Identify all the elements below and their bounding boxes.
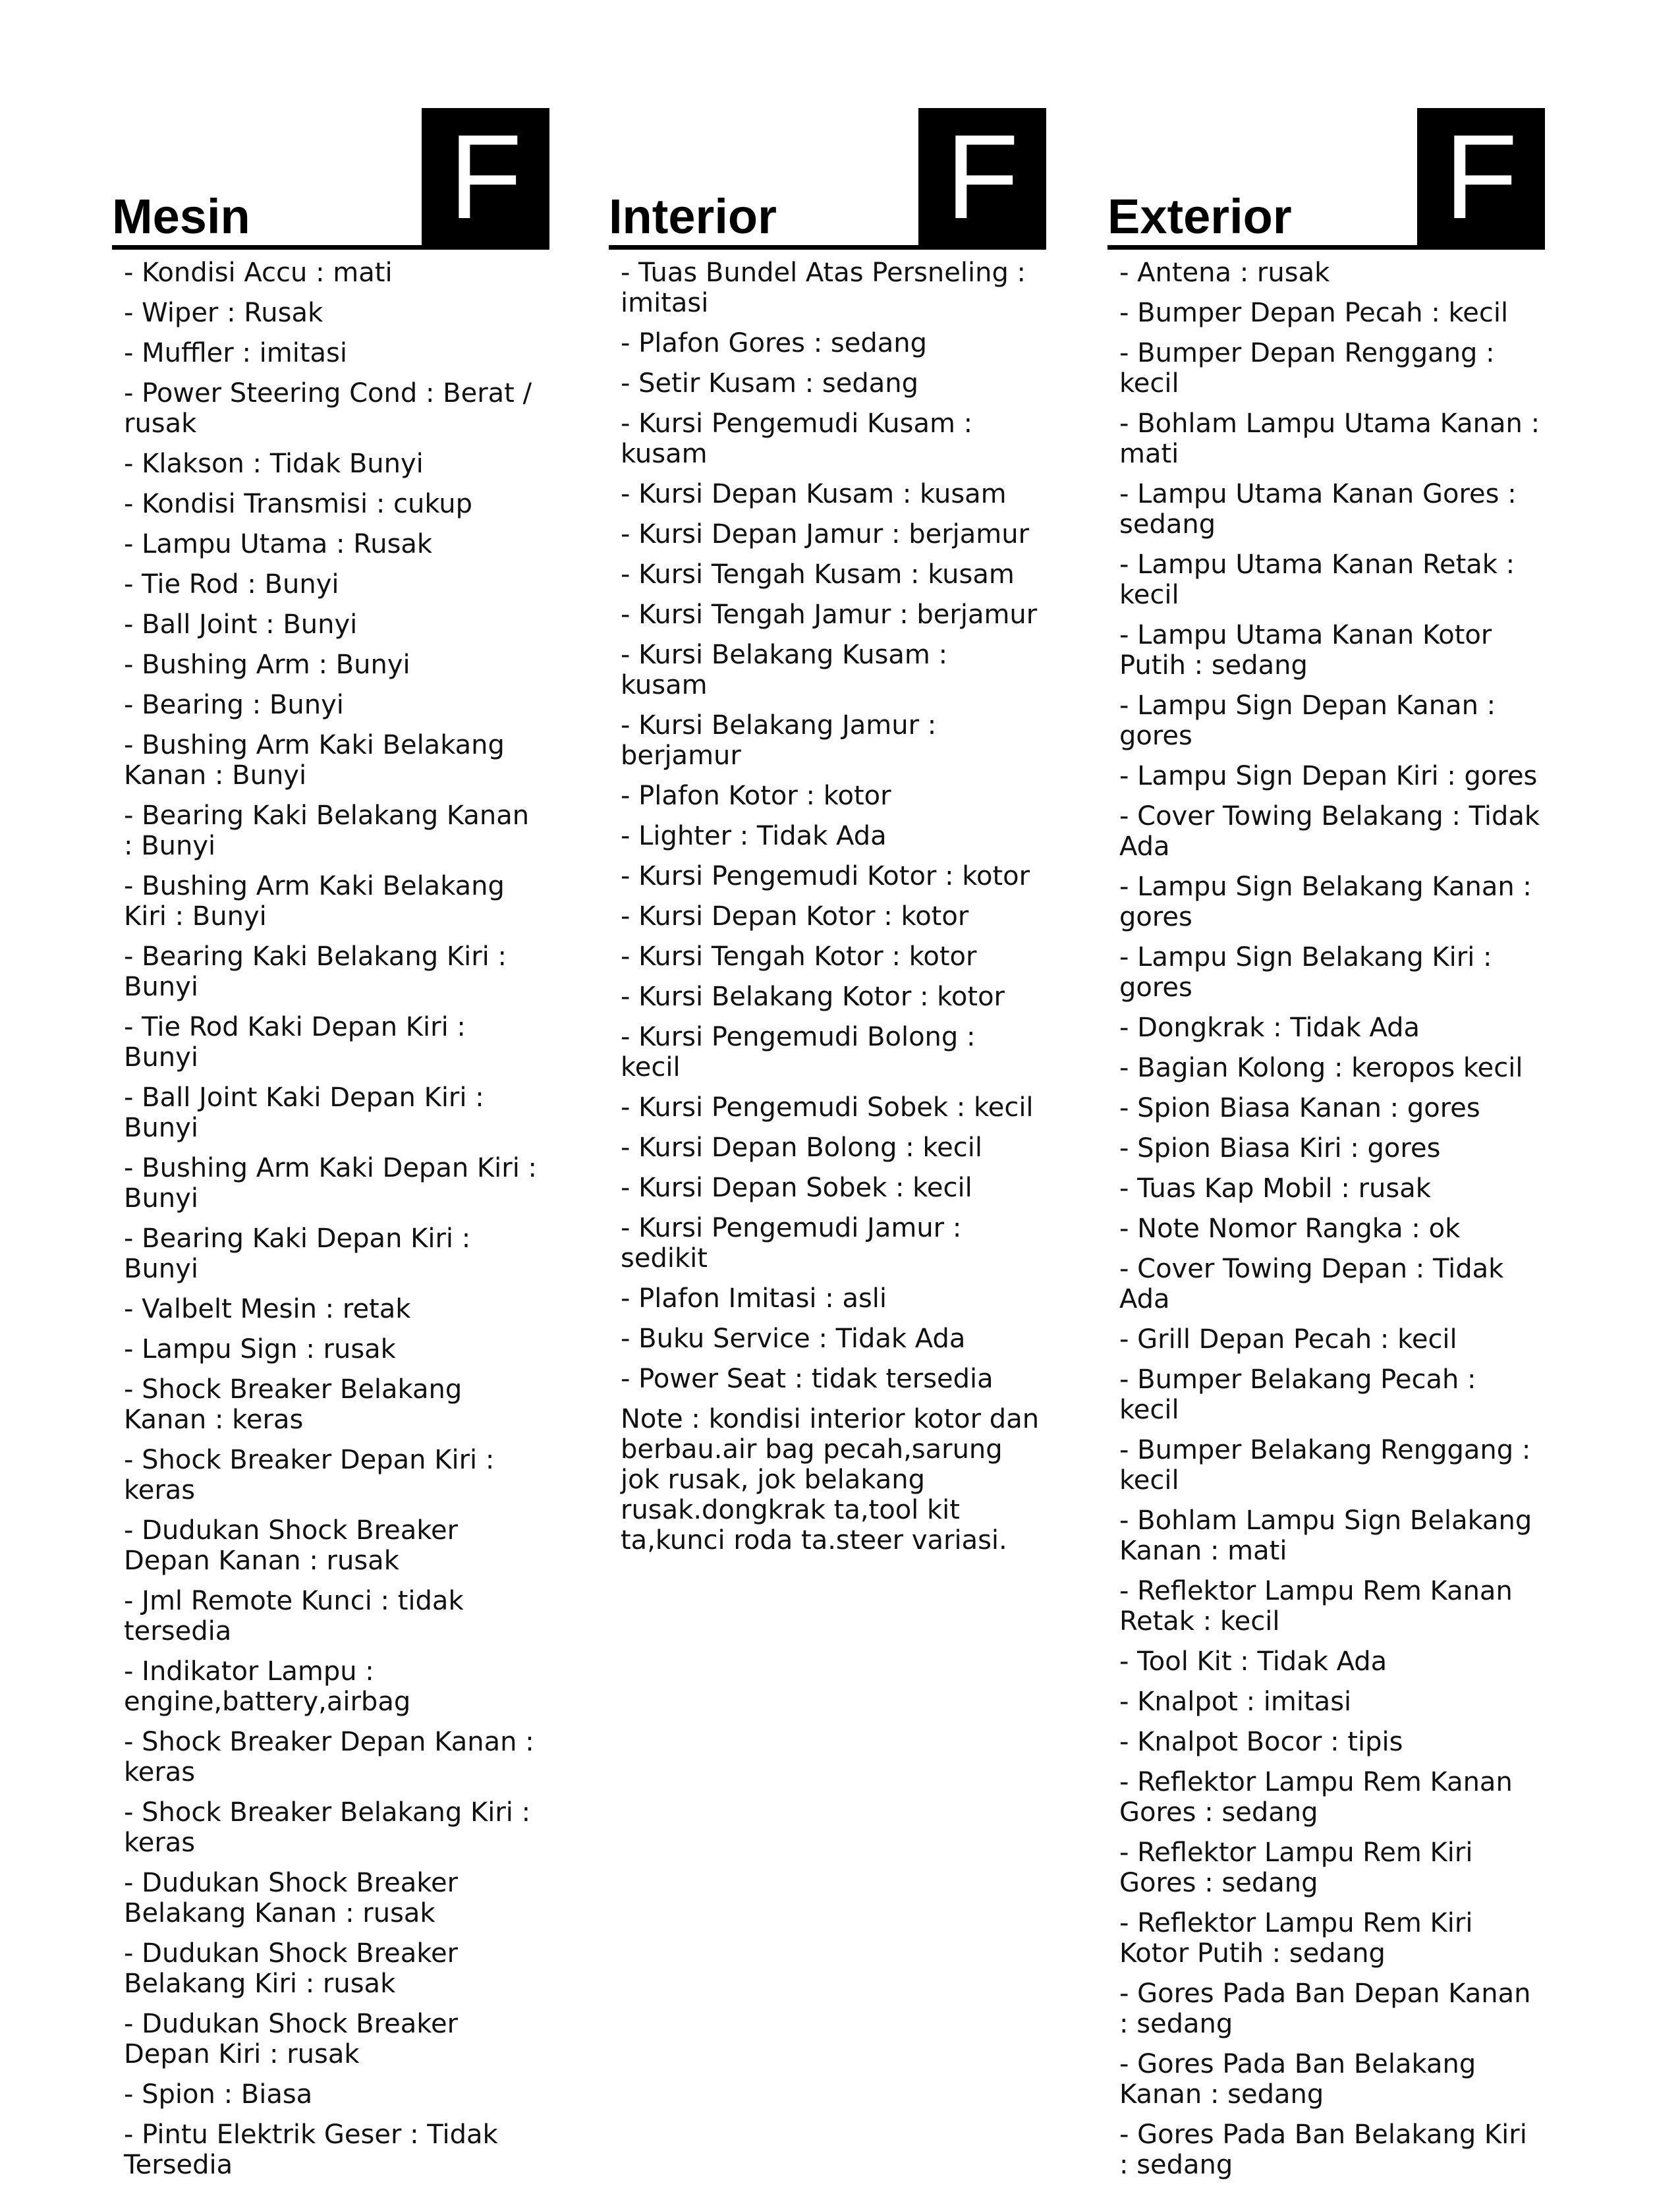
condition-item: - Bumper Depan Renggang : kecil: [1119, 338, 1495, 399]
condition-item: - Lampu Sign Belakang Kanan : gores: [1119, 872, 1532, 932]
condition-item: - Shock Breaker Depan Kanan : keras: [124, 1727, 534, 1787]
condition-item: - Power Seat : tidak tersedia: [621, 1364, 994, 1394]
condition-item: - Pintu Elektrik Geser : Tidak Tersedia: [124, 2120, 498, 2180]
condition-item: - Lampu Sign Belakang Kiri : gores: [1119, 942, 1492, 1003]
condition-item: - Bohlam Lampu Sign Belakang Kanan : mati: [1119, 1505, 1532, 1566]
condition-item: - Spion Biasa Kiri : gores: [1119, 1133, 1441, 1164]
condition-item: - Gores Pada Ban Belakang Kanan : sedang: [1119, 2049, 1476, 2110]
condition-item: - Plafon Imitasi : asli: [621, 1283, 887, 1314]
condition-item: - Spion : Biasa: [124, 2079, 313, 2110]
condition-item: - Shock Breaker Belakang Kiri : keras: [124, 1797, 531, 1858]
condition-item: - Dudukan Shock Breaker Depan Kanan : rusak: [124, 1515, 459, 1576]
condition-item: - Jml Remote Kunci : tidak tersedia: [124, 1586, 464, 1646]
condition-item: - Klakson : Tidak Bunyi: [124, 449, 424, 479]
condition-item: - Kursi Belakang Jamur : berjamur: [621, 710, 937, 771]
condition-item: - Reflektor Lampu Rem Kanan Gores : sedang: [1119, 1767, 1513, 1828]
condition-item: - Muffler : imitasi: [124, 338, 347, 368]
condition-item: - Spion Biasa Kanan : gores: [1119, 1093, 1480, 1123]
condition-item: - Bushing Arm Kaki Depan Kiri : Bunyi: [124, 1153, 537, 1214]
mesin-section: [112, 108, 549, 2190]
condition-item: - Cover Towing Belakang : Tidak Ada: [1119, 801, 1540, 862]
condition-item: - Indikator Lampu : engine,battery,airbag: [124, 1656, 411, 1717]
condition-item: - Kondisi Accu : mati: [124, 258, 393, 288]
exterior-section: [1107, 108, 1545, 2190]
mesin-item-list: [112, 250, 549, 2180]
condition-item: - Lampu Utama Kanan Kotor Putih : sedang: [1119, 620, 1492, 681]
condition-item: - Lampu Utama Kanan Retak : kecil: [1119, 549, 1515, 610]
exterior-header: [1107, 108, 1545, 250]
condition-item: - Kursi Pengemudi Jamur : sedikit: [621, 1213, 962, 1274]
condition-item: - Knalpot : imitasi: [1119, 1687, 1352, 1717]
condition-item: - Shock Breaker Depan Kiri : keras: [124, 1445, 495, 1505]
interior-title: Interior: [609, 189, 777, 244]
mesin-header: [112, 108, 549, 250]
condition-item: - Tuas Bundel Atas Persneling : imitasi: [621, 258, 1026, 318]
condition-item: - Lampu Utama Kanan Gores : sedang: [1119, 479, 1517, 540]
mesin-grade-badge: F: [422, 108, 549, 245]
condition-item: - Kursi Depan Sobek : kecil: [621, 1173, 972, 1203]
condition-item: - Lighter : Tidak Ada: [621, 821, 887, 851]
condition-item: - Kursi Pengemudi Kotor : kotor: [621, 861, 1030, 891]
condition-item: - Gores Pada Ban Belakang Kiri : sedang: [1119, 2120, 1527, 2180]
mesin-title: Mesin: [112, 189, 250, 244]
condition-item: - Shock Breaker Belakang Kanan : keras: [124, 1374, 462, 1435]
condition-item: - Kursi Pengemudi Sobek : kecil: [621, 1092, 1034, 1123]
condition-item: - Knalpot Bocor : tipis: [1119, 1727, 1403, 1757]
condition-item: - Setir Kusam : sedang: [621, 368, 919, 399]
condition-item: - Gores Pada Ban Depan Kanan : sedang: [1119, 1979, 1531, 2039]
condition-item: - Kursi Tengah Kusam : kusam: [621, 559, 1015, 590]
interior-section: [609, 108, 1046, 1556]
condition-item: - Note Nomor Rangka : ok: [1119, 1214, 1461, 1244]
interior-grade-badge: F: [918, 108, 1046, 245]
condition-item: - Lampu Sign Depan Kanan : gores: [1119, 690, 1496, 751]
condition-item: - Bushing Arm : Bunyi: [124, 650, 410, 680]
condition-item: - Tie Rod : Bunyi: [124, 569, 339, 600]
condition-item: - Dudukan Shock Breaker Belakang Kiri : rusak: [124, 1938, 459, 1999]
exterior-title: Exterior: [1107, 189, 1292, 244]
condition-item: - Tool Kit : Tidak Ada: [1119, 1646, 1387, 1677]
condition-item: - Reflektor Lampu Rem Kiri Gores : sedang: [1119, 1838, 1473, 1898]
condition-item: - Bumper Belakang Renggang : kecil: [1119, 1435, 1531, 1496]
condition-item: - Bumper Depan Pecah : kecil: [1119, 298, 1509, 328]
condition-item: - Kursi Belakang Kusam : kusam: [621, 640, 948, 700]
condition-item: - Dudukan Shock Breaker Depan Kiri : rusak: [124, 2009, 459, 2069]
condition-item: - Dudukan Shock Breaker Belakang Kanan : rusak: [124, 1868, 459, 1928]
condition-item: - Plafon Gores : sedang: [621, 328, 927, 358]
condition-item: - Tie Rod Kaki Depan Kiri : Bunyi: [124, 1012, 466, 1073]
interior-note: Note : kondisi interior kotor dan berbau.air bag pecah,sarung jok rusak, jok belakang rusak.dongkrak ta,tool kit ta,kunci roda ta.steer variasi.: [621, 1404, 1040, 1556]
condition-item: - Bohlam Lampu Utama Kanan : mati: [1119, 408, 1540, 469]
condition-item: - Bearing Kaki Belakang Kanan : Bunyi: [124, 800, 530, 861]
condition-item: - Kursi Pengemudi Kusam : kusam: [621, 408, 973, 469]
condition-item: - Bushing Arm Kaki Belakang Kanan : Bunyi: [124, 730, 505, 791]
condition-item: - Bearing Kaki Belakang Kiri : Bunyi: [124, 941, 507, 1002]
condition-item: - Kursi Depan Kusam : kusam: [621, 479, 1007, 509]
condition-item: - Kursi Depan Bolong : kecil: [621, 1133, 982, 1163]
exterior-grade-badge: F: [1417, 108, 1545, 245]
condition-item: - Kursi Tengah Jamur : berjamur: [621, 600, 1038, 630]
condition-item: - Reflektor Lampu Rem Kanan Retak : kecil: [1119, 1576, 1513, 1637]
condition-item: - Lampu Utama : Rusak: [124, 529, 433, 559]
condition-item: - Bearing Kaki Depan Kiri : Bunyi: [124, 1223, 471, 1284]
condition-item: - Tuas Kap Mobil : rusak: [1119, 1173, 1431, 1204]
condition-item: - Bagian Kolong : keropos kecil: [1119, 1053, 1523, 1083]
condition-item: - Lampu Sign : rusak: [124, 1334, 396, 1364]
condition-item: - Kursi Pengemudi Bolong : kecil: [621, 1022, 976, 1082]
condition-item: - Kondisi Transmisi : cukup: [124, 489, 473, 519]
condition-item: - Buku Service : Tidak Ada: [621, 1324, 966, 1354]
condition-item: - Ball Joint : Bunyi: [124, 609, 358, 640]
condition-item: - Lampu Sign Depan Kiri : gores: [1119, 761, 1538, 791]
condition-item: - Antena : rusak: [1119, 258, 1330, 288]
condition-item: - Power Steering Cond : Berat / rusak: [124, 378, 532, 439]
condition-item: - Bushing Arm Kaki Belakang Kiri : Bunyi: [124, 871, 505, 932]
condition-item: - Valbelt Mesin : retak: [124, 1294, 411, 1324]
condition-item: - Wiper : Rusak: [124, 298, 323, 328]
interior-item-list: [609, 250, 1046, 1394]
condition-item: - Kursi Depan Kotor : kotor: [621, 901, 969, 932]
condition-item: - Kursi Depan Jamur : berjamur: [621, 519, 1030, 549]
condition-item: - Kursi Belakang Kotor : kotor: [621, 982, 1005, 1012]
condition-item: - Plafon Kotor : kotor: [621, 781, 891, 811]
condition-item: - Reflektor Lampu Rem Kiri Kotor Putih : sedang: [1119, 1908, 1473, 1969]
condition-item: - Dongkrak : Tidak Ada: [1119, 1013, 1420, 1043]
condition-item: - Ball Joint Kaki Depan Kiri : Bunyi: [124, 1082, 484, 1143]
condition-item: - Bearing : Bunyi: [124, 690, 344, 720]
interior-header: [609, 108, 1046, 250]
condition-item: - Cover Towing Depan : Tidak Ada: [1119, 1254, 1504, 1314]
condition-item: - Kursi Tengah Kotor : kotor: [621, 941, 977, 972]
condition-item: - Bumper Belakang Pecah : kecil: [1119, 1364, 1476, 1425]
condition-item: - Grill Depan Pecah : kecil: [1119, 1324, 1457, 1355]
exterior-item-list: [1107, 250, 1545, 2180]
